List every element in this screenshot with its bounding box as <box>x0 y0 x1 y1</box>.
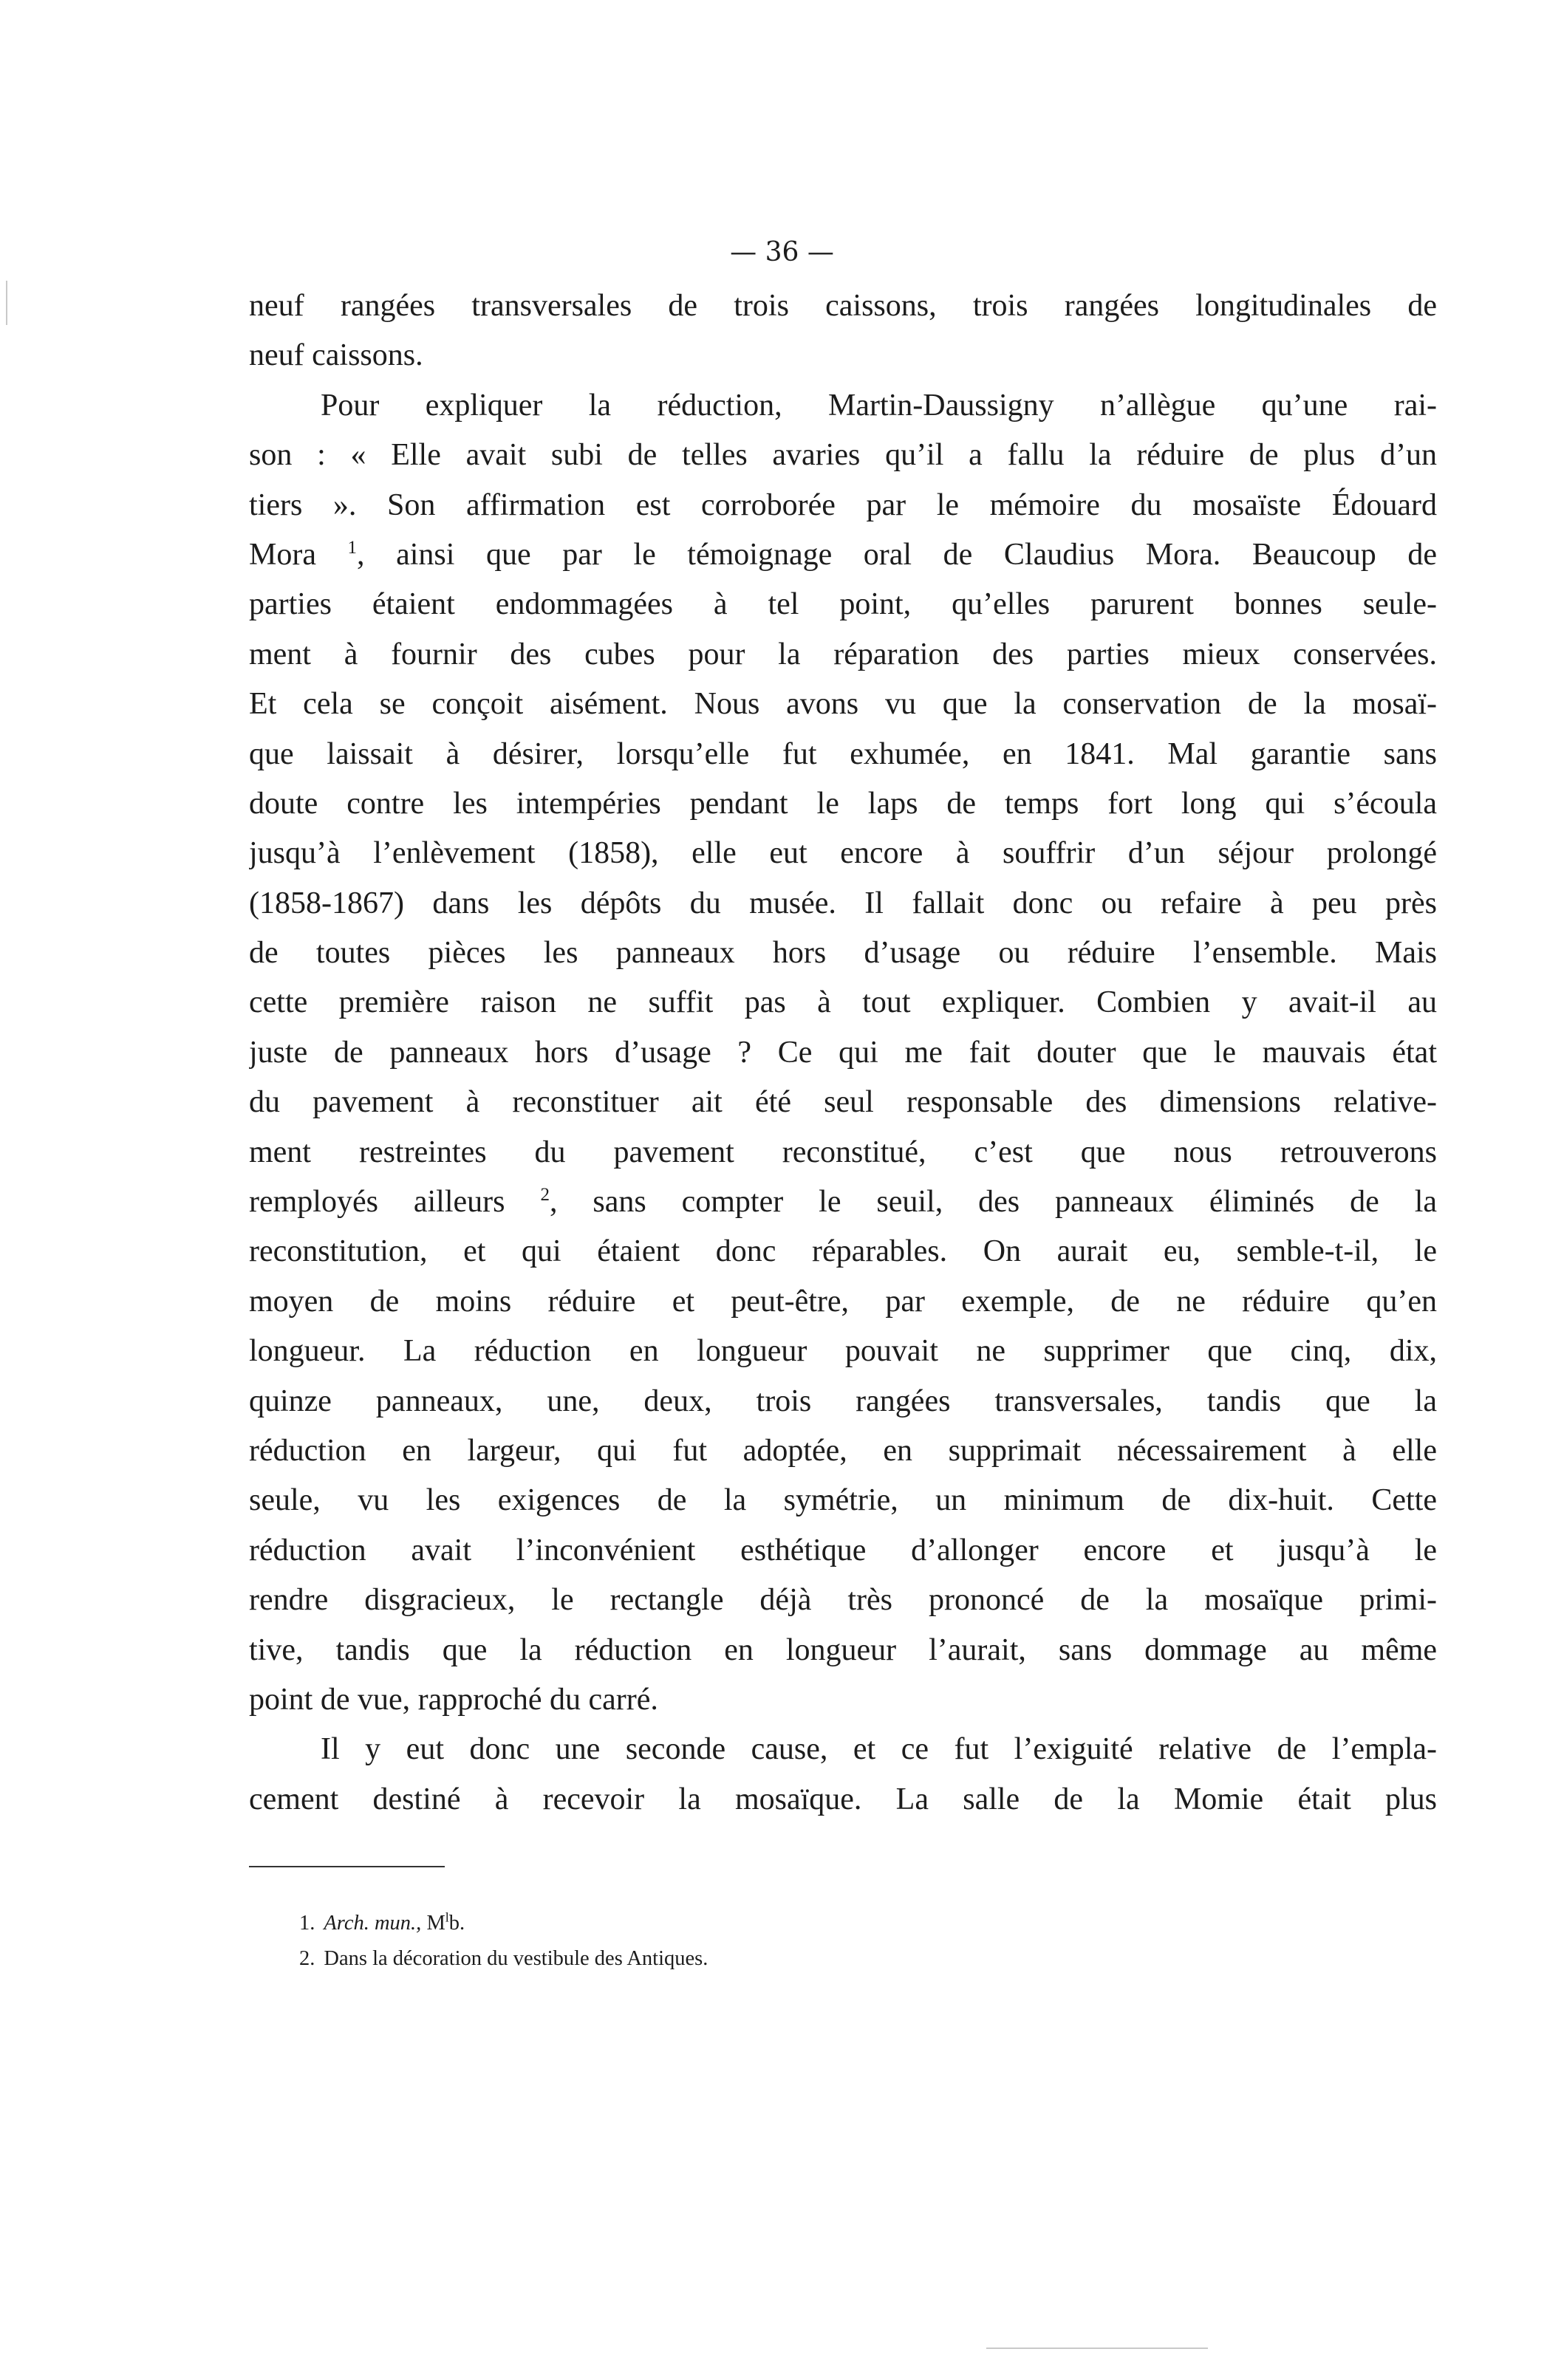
text-line-content: seule, vu les exigences de la symétrie, un minimum de dix-huit. Cette <box>249 1483 1437 1518</box>
text-line-content: Mora <box>249 537 348 572</box>
text-line <box>249 879 1437 929</box>
text-line <box>249 580 1437 629</box>
text-line-content: doute contre les intempéries pendant le laps de temps fort long qui s’écoula <box>249 786 1437 821</box>
text-line-content: rendre disgracieux, le rectangle déjà très prononcé de la mosaïque primi- <box>249 1583 1437 1618</box>
text-line <box>249 381 1437 431</box>
text-line <box>249 929 1437 978</box>
text-line-content: juste de panneaux hors d’usage ? Ce qui me fait douter que le mauvais état <box>249 1035 1437 1070</box>
text-line <box>249 1576 1437 1625</box>
text-line-content: Il y eut donc une seconde cause, et ce fut l’exiguité relative de l’empla- <box>321 1732 1437 1767</box>
text-line <box>249 1626 1437 1675</box>
text-line-content: quinze panneaux, une, deux, trois rangées transversales, tandis que la <box>249 1384 1437 1418</box>
footnote <box>299 1906 708 1941</box>
footnote-separator <box>249 1866 445 1867</box>
text-line-content: du pavement à reconstituer ait été seul responsable des dimensions relative- <box>249 1085 1437 1120</box>
text-line-content: jusqu’à l’enlèvement (1858), elle eut encore à souffrir d’un séjour prolongé <box>249 836 1437 871</box>
text-line-content: son : « Elle avait subi de telles avaries qu’il a fallu la réduire de plus d’un <box>249 438 1437 473</box>
text-line <box>249 630 1437 680</box>
text-line-content: , sans compter le seuil, des panneaux éliminés de la <box>549 1185 1437 1220</box>
text-line-content: ment à fournir des cubes pour la réparation des parties mieux conservées. <box>249 637 1437 671</box>
text-line <box>249 431 1437 480</box>
text-line <box>249 1526 1437 1576</box>
footnote-text: Dans la décoration du vestibule des Antiques. <box>324 1947 708 1970</box>
footnote-reference[interactable]: 1 <box>347 537 358 558</box>
footnotes <box>299 1906 708 1977</box>
footnote-superscript: l <box>445 1909 449 1925</box>
text-line <box>249 281 1437 331</box>
text-line-content: Pour expliquer la réduction, Martin-Daussigny n’allègue qu’une rai- <box>321 388 1437 423</box>
footnote-citation: Arch. mun., <box>324 1912 422 1935</box>
text-line <box>249 1277 1437 1327</box>
text-line <box>249 331 1437 380</box>
text-line-content: tiers ». Son affirmation est corroborée par le mémoire du mosaïste Édouard <box>249 488 1437 522</box>
text-line-content: point de vue, rapproché du carré. <box>249 1682 658 1717</box>
footnote-text: M <box>421 1912 445 1935</box>
text-line-content: , ainsi que par le témoignage oral de Claudius Mora. Beaucoup de <box>357 537 1437 572</box>
page-number: — 36 — <box>730 237 834 267</box>
text-line <box>249 829 1437 878</box>
text-line-content: cement destiné à recevoir la mosaïque. La salle de la Momie était plus <box>249 1782 1437 1816</box>
text-line <box>249 1128 1437 1177</box>
text-line <box>249 1377 1437 1426</box>
scan-mark <box>6 281 7 325</box>
footnote <box>299 1941 708 1977</box>
text-line <box>249 1775 1437 1825</box>
text-line-content: réduction avait l’inconvénient esthétique d’allonger encore et jusqu’à le <box>249 1533 1437 1567</box>
footnote-number: 2. <box>299 1947 315 1970</box>
text-line <box>249 1426 1437 1476</box>
text-line-content: cette première raison ne suffit pas à tout expliquer. Combien y avait-il au <box>249 985 1437 1020</box>
body-text <box>249 281 1437 1825</box>
footnote-text: b. <box>448 1912 465 1935</box>
text-line <box>249 1227 1437 1276</box>
text-line-content: moyen de moins réduire et peut-être, par exemple, de ne réduire qu’en <box>249 1284 1437 1319</box>
text-line <box>249 680 1437 729</box>
text-line-content: (1858-1867) dans les dépôts du musée. Il fallait donc ou refaire à peu près <box>249 886 1437 920</box>
text-line-content: ment restreintes du pavement reconstitué, c’est que nous retrouverons <box>249 1135 1437 1169</box>
text-line-content: neuf rangées transversales de trois caissons, trois rangées longitudinales de <box>249 289 1437 323</box>
text-line-content: tive, tandis que la réduction en longueur l’aurait, sans dommage au même <box>249 1632 1437 1667</box>
text-line <box>249 530 1437 580</box>
text-line <box>249 779 1437 829</box>
text-line <box>249 1028 1437 1078</box>
text-line <box>249 1327 1437 1376</box>
text-line-content: neuf caissons. <box>249 338 423 373</box>
text-line <box>249 1078 1437 1127</box>
text-line-content: réduction en largeur, qui fut adoptée, en supprimait nécessairement à elle <box>249 1433 1437 1468</box>
text-line <box>249 1476 1437 1525</box>
text-line <box>249 1725 1437 1774</box>
text-line-content: remployés ailleurs <box>249 1185 541 1220</box>
footnote-reference[interactable]: 2 <box>540 1185 550 1206</box>
text-line <box>249 1177 1437 1227</box>
text-line <box>249 1675 1437 1725</box>
scan-mark <box>986 2347 1208 2349</box>
text-line <box>249 978 1437 1027</box>
text-line-content: de toutes pièces les panneaux hors d’usage ou réduire l’ensemble. Mais <box>249 936 1437 971</box>
text-line-content: Et cela se conçoit aisément. Nous avons vu que la conservation de la mosaï- <box>249 687 1437 722</box>
text-line <box>249 730 1437 779</box>
text-line <box>249 481 1437 530</box>
footnote-number: 1. <box>299 1912 315 1935</box>
text-line-content: longueur. La réduction en longueur pouvait ne supprimer que cinq, dix, <box>249 1334 1437 1369</box>
text-line-content: que laissait à désirer, lorsqu’elle fut exhumée, en 1841. Mal garantie sans <box>249 736 1437 771</box>
text-line-content: parties étaient endommagées à tel point, qu’elles parurent bonnes seule- <box>249 587 1437 622</box>
text-line-content: reconstitution, et qui étaient donc réparables. On aurait eu, semble-t-il, le <box>249 1234 1437 1269</box>
